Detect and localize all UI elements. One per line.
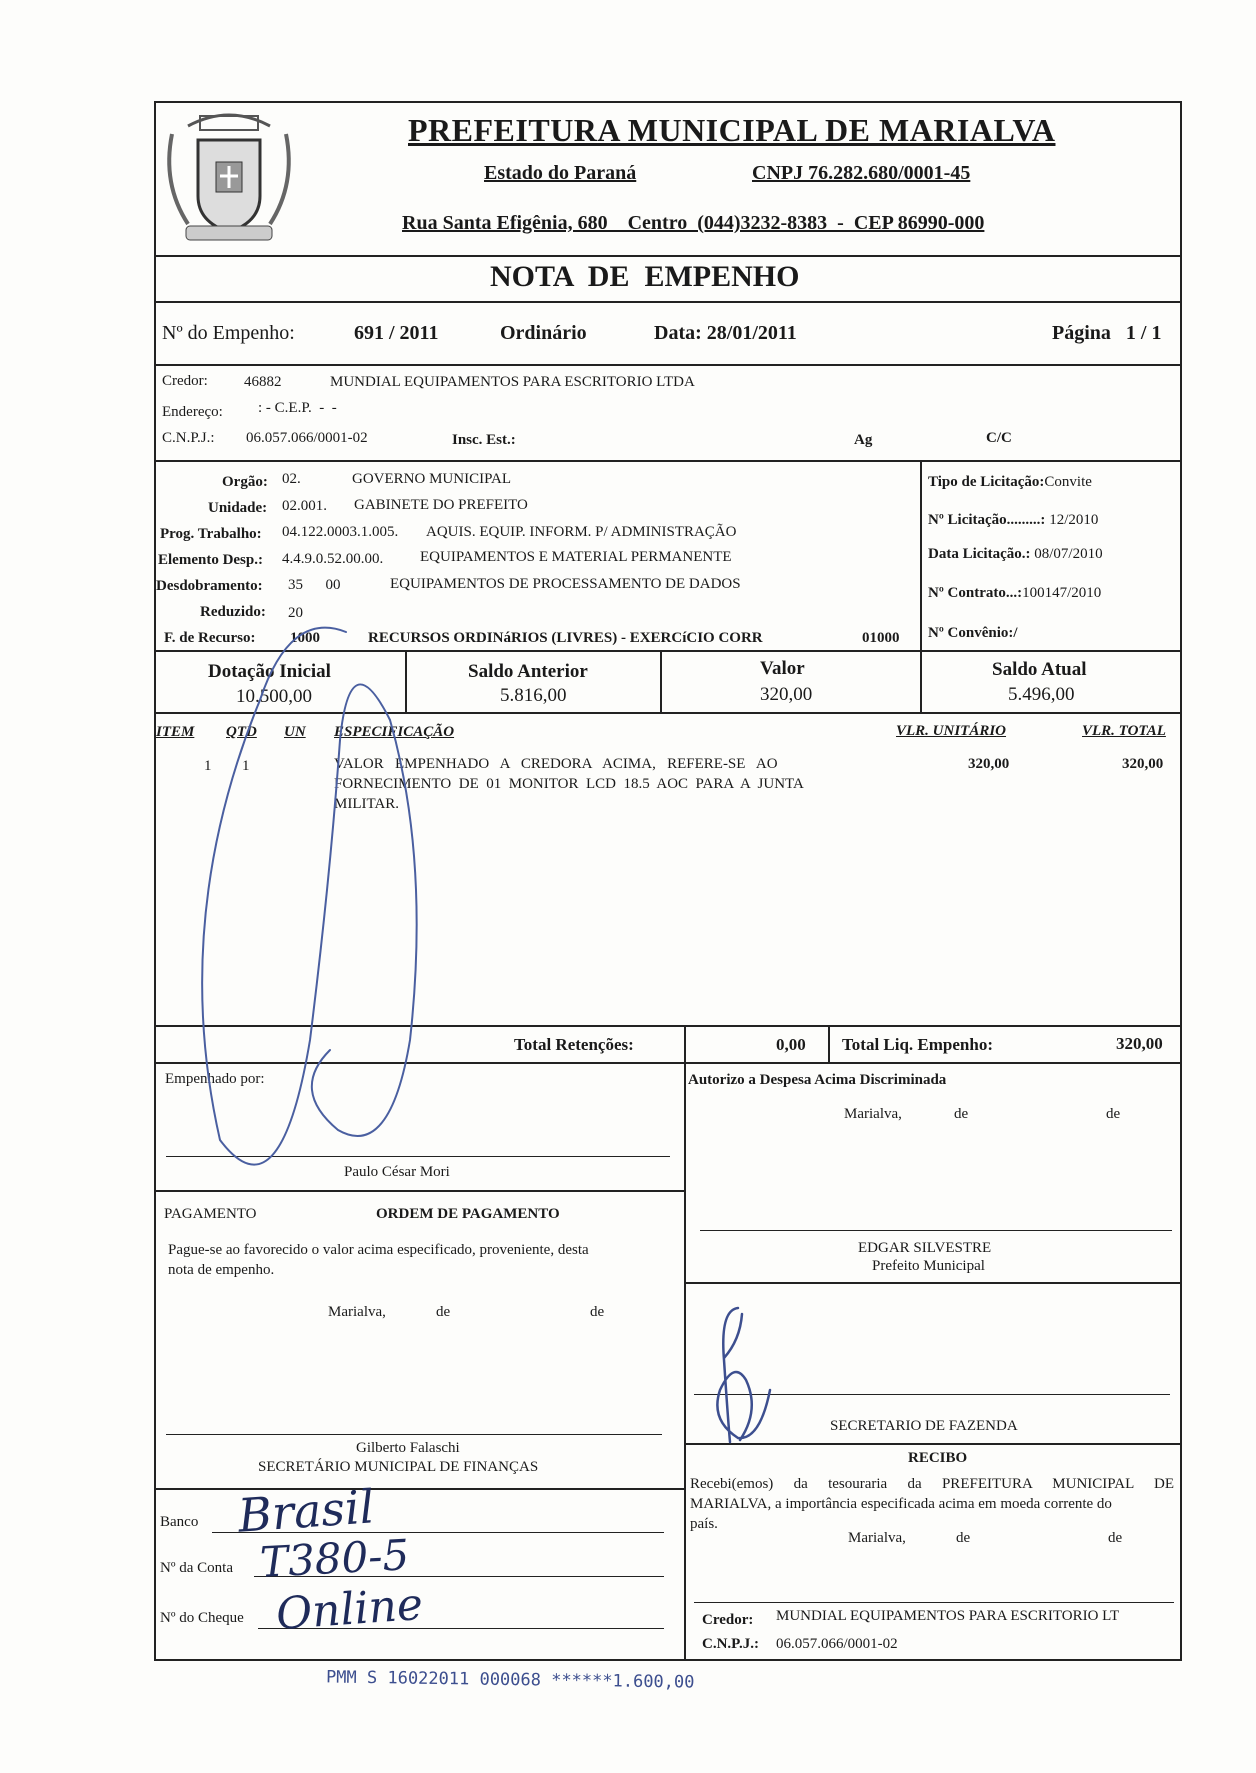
secretario-fazenda: SECRETARIO DE FAZENDA	[830, 1418, 1018, 1434]
item-spec-line: VALOR EMPENHADO A CREDORA ACIMA, REFERE-SE AO	[334, 756, 778, 772]
recibo-place: Marialva,	[848, 1530, 906, 1546]
prog-label: Prog. Trabalho:	[160, 526, 262, 542]
insc-label: Insc. Est.:	[452, 432, 516, 448]
desdobramento-label: Desdobramento:	[156, 578, 263, 594]
recibo-de: de	[956, 1530, 971, 1546]
signature-line	[166, 1434, 662, 1435]
divider	[684, 1025, 686, 1661]
creditor-label: Credor:	[162, 373, 208, 389]
divider	[154, 1190, 684, 1192]
col-unit-value: VLR. UNITÁRIO	[896, 723, 1007, 739]
address-value: : - C.E.P. - -	[258, 400, 337, 416]
elemento-name: EQUIPAMENTOS E MATERIAL PERMANENTE	[420, 549, 732, 565]
divider	[828, 1025, 830, 1062]
autorizo-de: de	[1106, 1106, 1121, 1122]
doc-title: NOTA DE EMPENHO	[490, 260, 800, 293]
recibo-credor-label: Credor:	[702, 1612, 754, 1628]
empenho-label: Nº do Empenho:	[162, 322, 295, 344]
liquido-value: 320,00	[1116, 1034, 1163, 1053]
financas-signer: Gilberto Falaschi	[356, 1440, 460, 1456]
banco-handwritten: Brasil	[236, 1479, 376, 1543]
prefeito-name: EDGAR SILVESTRE	[858, 1240, 992, 1256]
elemento-label: Elemento Desp.:	[158, 552, 263, 568]
item-spec-line: MILITAR.	[334, 796, 400, 812]
col-un: UN	[284, 724, 306, 740]
municipality-title: PREFEITURA MUNICIPAL DE MARIALVA	[408, 112, 1056, 148]
fonte-code: 1000	[290, 630, 320, 646]
liquido-label: Total Liq. Empenho:	[842, 1035, 993, 1054]
divider	[154, 301, 1182, 303]
pen-signature	[110, 620, 430, 1180]
pagamento-label: PAGAMENTO	[164, 1206, 257, 1222]
banco-label: Banco	[160, 1514, 199, 1530]
recibo-cnpj-label: C.N.P.J.:	[702, 1636, 759, 1652]
reduzido-value: 20	[288, 605, 303, 621]
divider	[154, 255, 1182, 257]
recibo-text: país.	[690, 1516, 718, 1532]
pagamento-text: Pague-se ao favorecido o valor acima especificado, proveniente, desta	[168, 1242, 589, 1258]
financas-role: SECRETÁRIO MUNICIPAL DE FINANÇAS	[258, 1459, 539, 1475]
ordem-pagamento: ORDEM DE PAGAMENTO	[376, 1206, 560, 1222]
col-qtd: QTD	[226, 724, 257, 740]
conta-handwritten: T380-5	[258, 1530, 411, 1587]
contrato-value: 100147/2010	[1022, 585, 1102, 601]
empenho-number: 691 / 2011	[354, 322, 439, 344]
cheque-handwritten: Online	[274, 1578, 425, 1641]
secretario-signature	[700, 1300, 800, 1450]
pagamento-de: de	[436, 1304, 451, 1320]
municipality-address: Rua Santa Efigênia, 680 Centro (044)3232-8383 - CEP 86990-000	[402, 212, 985, 234]
unidade-code: 02.001.	[282, 498, 327, 514]
saldo-anterior-value: 5.816,00	[500, 685, 567, 706]
page-number: Página 1 / 1	[1052, 322, 1162, 344]
recibo-title: RECIBO	[908, 1450, 968, 1466]
signature-line	[694, 1602, 1174, 1603]
prog-name: AQUIS. EQUIP. INFORM. P/ ADMINISTRAÇÃO	[426, 524, 737, 540]
payment-stamp: PMM S 16022011 000068 ******1.600,00	[325, 1667, 695, 1693]
signature-line	[700, 1230, 1172, 1231]
empenhado-label: Empenhado por:	[165, 1071, 265, 1087]
reduzido-label: Reduzido:	[200, 604, 266, 620]
item-qtd: 1	[242, 758, 250, 774]
unidade-label: Unidade:	[208, 500, 268, 516]
licitacao-data-value: 08/07/2010	[1034, 546, 1103, 562]
col-total-value: VLR. TOTAL	[1082, 723, 1166, 739]
item-number: 1	[204, 758, 212, 774]
licitacao-num-label: Nº Licitação.........:	[928, 512, 1046, 528]
dotacao-label: Dotação Inicial	[208, 661, 331, 682]
address-label: Endereço:	[162, 404, 223, 420]
pagamento-de: de	[590, 1304, 605, 1320]
state-name: Estado do Paraná	[484, 162, 637, 184]
autorizo-de: de	[954, 1106, 969, 1122]
cnpj-label: C.N.P.J.:	[162, 430, 215, 446]
conta-label: Nº da Conta	[160, 1560, 233, 1576]
prog-code: 04.122.0003.1.005.	[282, 524, 399, 540]
unidade-name: GABINETE DO PREFEITO	[354, 497, 528, 513]
retencoes-value: 0,00	[776, 1035, 806, 1054]
fonte-name: RECURSOS ORDINáRIOS (LIVRES) - EXERCíCIO CORR	[368, 630, 763, 646]
coat-of-arms-logo	[158, 104, 300, 252]
empenhado-signer: Paulo César Mori	[344, 1164, 450, 1180]
recibo-text: Recebi(emos) da tesouraria da PREFEITURA MUNICIPAL DE	[690, 1476, 1174, 1492]
recibo-cnpj-value: 06.057.066/0001-02	[776, 1636, 898, 1652]
orgao-name: GOVERNO MUNICIPAL	[352, 471, 512, 487]
desdobramento-code: 35 00	[288, 577, 341, 593]
creditor-code: 46882	[244, 374, 282, 390]
divider	[920, 650, 922, 712]
item-unit-value: 320,00	[968, 756, 1010, 772]
divider	[660, 650, 662, 712]
divider	[154, 1488, 684, 1490]
elemento-code: 4.4.9.0.52.00.00.	[282, 551, 384, 567]
valor-value: 320,00	[760, 684, 813, 705]
retencoes-label: Total Retenções:	[514, 1035, 634, 1054]
divider	[154, 364, 1182, 366]
autorizo-place: Marialva,	[844, 1106, 902, 1122]
cc-label: C/C	[986, 430, 1012, 446]
col-spec: ESPECIFICAÇÃO	[334, 724, 455, 740]
divider	[684, 1282, 1182, 1284]
licitacao-num-value: 12/2010	[1049, 512, 1099, 528]
empenho-date: Data: 28/01/2011	[654, 322, 797, 344]
convenio-label: Nº Convênio:/	[928, 625, 1018, 641]
orgao-label: Orgão:	[222, 474, 268, 490]
recibo-text: MARIALVA, a importância especificada acima em moeda corrente do	[690, 1496, 1112, 1512]
divider	[154, 460, 1182, 462]
contrato-label: Nº Contrato...:	[928, 585, 1023, 601]
autorizo-label: Autorizo a Despesa Acima Discriminada	[688, 1072, 947, 1088]
cheque-label: Nº do Cheque	[160, 1610, 244, 1626]
municipality-cnpj: CNPJ 76.282.680/0001-45	[752, 162, 971, 184]
empenho-type: Ordinário	[500, 322, 587, 344]
item-spec-line: FORNECIMENTO DE 01 MONITOR LCD 18.5 AOC PARA A JUNTA	[334, 776, 804, 792]
tipo-licitacao-label: Tipo de Licitação:	[928, 474, 1045, 490]
ag-label: Ag	[854, 432, 873, 448]
orgao-code: 02.	[282, 471, 301, 487]
dotacao-value: 10.500,00	[236, 686, 312, 707]
pagamento-text: nota de empenho.	[168, 1262, 275, 1278]
item-total-value: 320,00	[1122, 756, 1164, 772]
recibo-de: de	[1108, 1530, 1123, 1546]
recibo-credor-name: MUNDIAL EQUIPAMENTOS PARA ESCRITORIO LT	[776, 1608, 1120, 1624]
licitacao-data-label: Data Licitação.:	[928, 546, 1031, 562]
fonte-label: F. de Recurso:	[164, 630, 256, 646]
prefeito-role: Prefeito Municipal	[872, 1258, 985, 1274]
saldo-atual-value: 5.496,00	[1008, 684, 1075, 705]
creditor-name: MUNDIAL EQUIPAMENTOS PARA ESCRITORIO LTDA	[330, 374, 695, 390]
pagamento-place: Marialva,	[328, 1304, 386, 1320]
saldo-atual-label: Saldo Atual	[992, 659, 1087, 680]
valor-label: Valor	[760, 658, 805, 679]
saldo-anterior-label: Saldo Anterior	[468, 661, 588, 682]
fonte-num: 01000	[862, 630, 900, 646]
tipo-licitacao-value: Convite	[1044, 474, 1092, 490]
creditor-cnpj: 06.057.066/0001-02	[246, 430, 368, 446]
desdobramento-name: EQUIPAMENTOS DE PROCESSAMENTO DE DADOS	[390, 576, 741, 592]
divider	[920, 460, 922, 650]
col-item: ITEM	[156, 724, 195, 740]
